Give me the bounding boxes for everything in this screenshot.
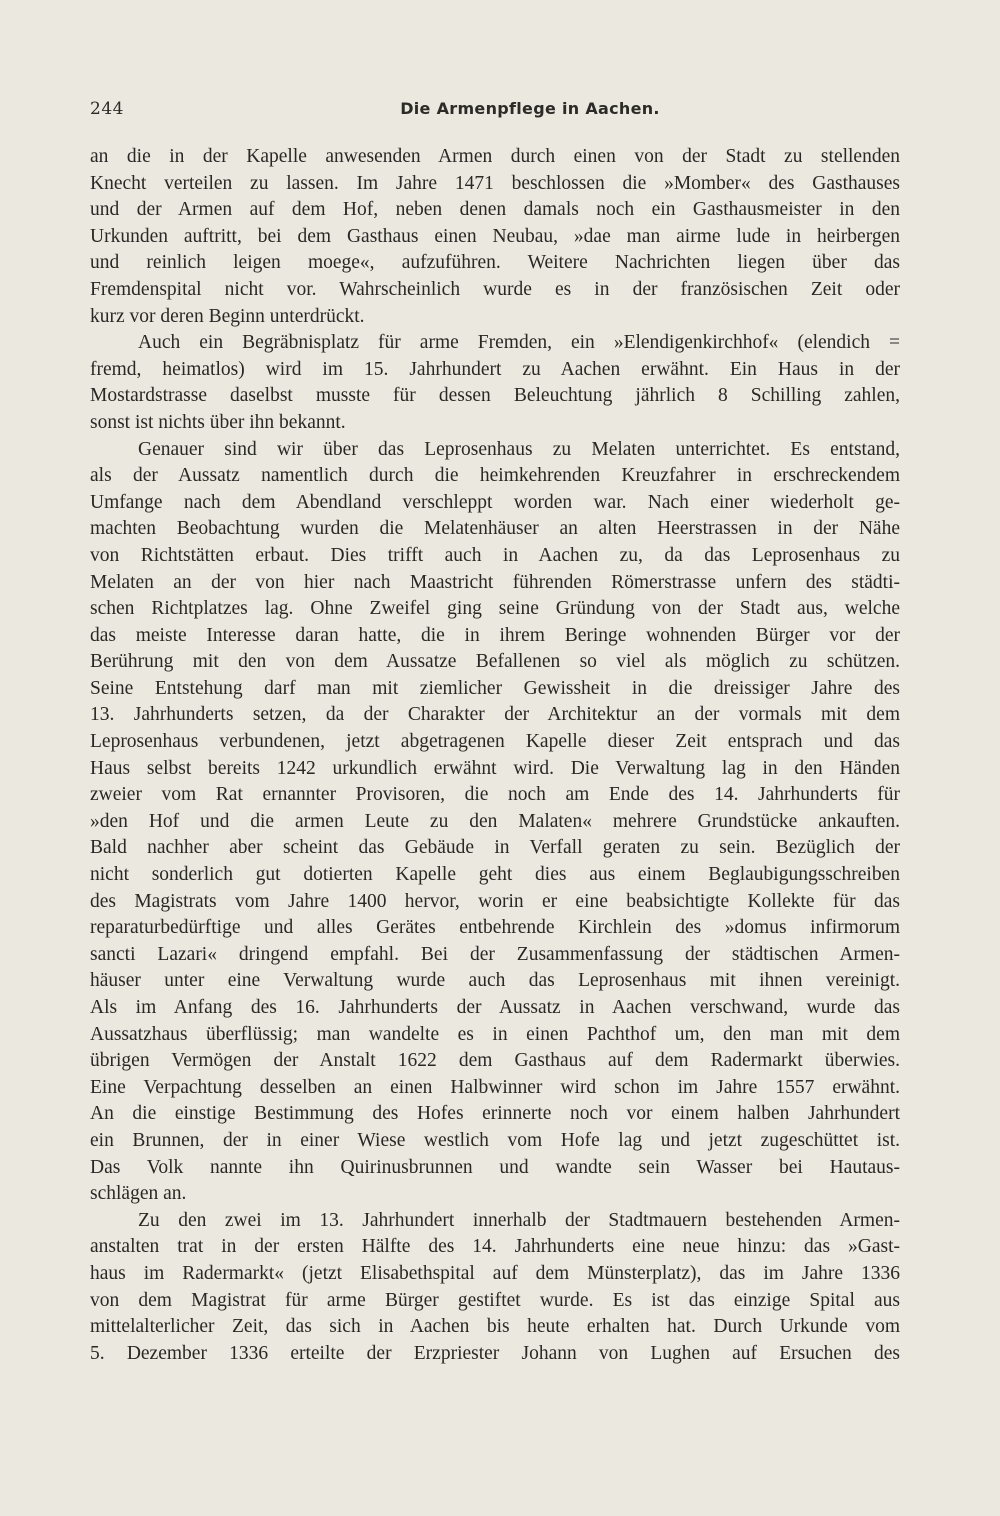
text-line: Umfange nach dem Abendland verschleppt worden war. Nach einer wiederholt ge- — [90, 491, 900, 513]
text-line: ein Brunnen, der in einer Wiese westlich vom Hofe lag und jetzt zugeschüttet ist. — [90, 1129, 900, 1151]
paragraph — [90, 330, 900, 436]
text-line: Als im Anfang des 16. Jahrhunderts der Aussatz in Aachen verschwand, wurde das — [90, 997, 900, 1018]
text-line: sonst ist nichts über ihn bekannt. — [90, 411, 346, 433]
text-line: des Magistrats vom Jahre 1400 hervor, worin er eine beabsichtigte Kollekte für das — [90, 890, 900, 912]
text-line: anstalten trat in der ersten Hälfte des 14. Jahrhunderts eine neue hinzu: das »Gast- — [90, 1236, 900, 1258]
text-line: kurz vor deren Beginn unterdrückt. — [90, 305, 365, 327]
text-line: Haus selbst bereits 1242 urkundlich erwähnt wird. Die Verwaltung lag in den Händen — [90, 757, 900, 779]
text-line: als der Aussatz namentlich durch die heimkehrenden Kreuzfahrer in erschreckendem — [90, 465, 900, 487]
text-line: Melaten an der von hier nach Maastricht führenden Römerstrasse unfern des städti- — [90, 571, 900, 593]
text-line: Berührung mit den von dem Aussatze Befallenen so viel als möglich zu schützen. — [90, 651, 900, 673]
text-line: und der Armen auf dem Hof, neben denen damals noch ein Gasthausmeister in den — [90, 199, 900, 221]
text-line: haus im Radermarkt« (jetzt Elisabethspital auf dem Münsterplatz), das im Jahre 1336 — [90, 1262, 900, 1284]
text-line: übrigen Vermögen der Anstalt 1622 dem Gasthaus auf dem Radermarkt überwies. — [90, 1050, 900, 1072]
text-line: 5. Dezember 1336 erteilte der Erzpriester Johann von Lughen auf Ersuchen des — [90, 1342, 900, 1364]
text-line: sancti Lazari« dringend empfahl. Bei der Zusammenfassung der städtischen Armen- — [90, 943, 900, 965]
text-line: zweier vom Rat ernannter Provisoren, die noch am Ende des 14. Jahrhunderts für — [90, 784, 900, 806]
paragraph — [90, 1208, 900, 1368]
text-line: Knecht verteilen zu lassen. Im Jahre 1471 beschlossen die »Momber« des Gasthauses — [90, 172, 900, 194]
text-line: von Richtstätten erbaut. Dies trifft auch in Aachen zu, da das Leprosenhaus zu — [90, 544, 900, 566]
text-line: Genauer sind wir über das Leprosenhaus zu Melaten unterrichtet. Es entstand, — [138, 438, 900, 460]
text-line: Das Volk nannte ihn Quirinusbrunnen und wandte sein Wasser bei Hautaus- — [90, 1156, 900, 1178]
text-line: das meiste Interesse daran hatte, die in ihrem Beringe wohnenden Bürger vor der — [90, 624, 900, 646]
text-line: An die einstige Bestimmung des Hofes erinnerte noch vor einem halben Jahrhundert — [90, 1103, 900, 1125]
running-head — [90, 99, 900, 125]
text-line: »den Hof und die armen Leute zu den Malaten« mehrere Grundstücke ankauften. — [90, 810, 900, 832]
text-line: Eine Verpachtung desselben an einen Halbwinner wird schon im Jahre 1557 erwähnt. — [90, 1076, 900, 1098]
text-line: häuser unter eine Verwaltung wurde auch das Leprosenhaus mit ihnen vereinigt. — [90, 970, 900, 992]
text-line: von dem Magistrat für arme Bürger gestiftet wurde. Es ist das einzige Spital aus — [90, 1289, 900, 1311]
text-line: Mostardstrasse daselbst musste für dessen Beleuchtung jährlich 8 Schilling zahlen, — [90, 385, 900, 407]
text-line: mittelalterlicher Zeit, das sich in Aachen bis heute erhalten hat. Durch Urkunde vom — [90, 1316, 900, 1338]
text-line: Fremdenspital nicht vor. Wahrscheinlich wurde es in der französischen Zeit oder — [90, 278, 900, 300]
text-line: machten Beobachtung wurden die Melatenhäuser an alten Heerstrassen in der Nähe — [90, 518, 900, 540]
text-line: Urkunden auftritt, bei dem Gasthaus einen Neubau, »dae man airme lude in heirbergen — [90, 225, 900, 247]
text-line: Seine Entstehung darf man mit ziemlicher Gewissheit in die dreissiger Jahre des — [90, 677, 900, 699]
text-line: schen Richtplatzes lag. Ohne Zweifel ging seine Gründung von der Stadt aus, welche — [90, 598, 900, 620]
text-line: Auch ein Begräbnisplatz für arme Fremden, ein »Elendigenkirchhof« (elendich = — [138, 332, 900, 354]
running-title: Die Armenpflege in Aachen. — [400, 99, 660, 118]
text-line: 13. Jahrhunderts setzen, da der Charakter der Architektur an der vormals mit dem — [90, 704, 900, 726]
text-line: Aussatzhaus überflüssig; man wandelte es in einen Pachthof um, den man mit dem — [90, 1023, 900, 1045]
paragraph — [90, 437, 900, 1208]
text-line: fremd, heimatlos) wird im 15. Jahrhundert zu Aachen erwähnt. Ein Haus in der — [90, 358, 900, 380]
text-line: Bald nachher aber scheint das Gebäude in Verfall geraten zu sein. Bezüglich der — [90, 837, 900, 859]
text-line: Leprosenhaus verbundenen, jetzt abgetragenen Kapelle dieser Zeit entsprach und das — [90, 731, 900, 753]
page-number: 244 — [90, 99, 124, 119]
paragraph — [90, 144, 900, 330]
text-line: schlägen an. — [90, 1183, 187, 1205]
text-line: und reinlich leigen moege«, aufzuführen. Weitere Nachrichten liegen über das — [90, 252, 900, 274]
text-line: reparaturbedürftige und alles Gerätes entbehrende Kirchlein des »domus infirmorum — [90, 917, 900, 939]
body-text — [90, 144, 900, 1367]
text-line: nicht sonderlich gut dotierten Kapelle geht dies aus einem Beglaubigungsschreiben — [90, 864, 900, 886]
text-line: an die in der Kapelle anwesenden Armen durch einen von der Stadt zu stellenden — [90, 146, 900, 167]
text-line: Zu den zwei im 13. Jahrhundert innerhalb der Stadtmauern bestehenden Armen- — [138, 1209, 900, 1231]
